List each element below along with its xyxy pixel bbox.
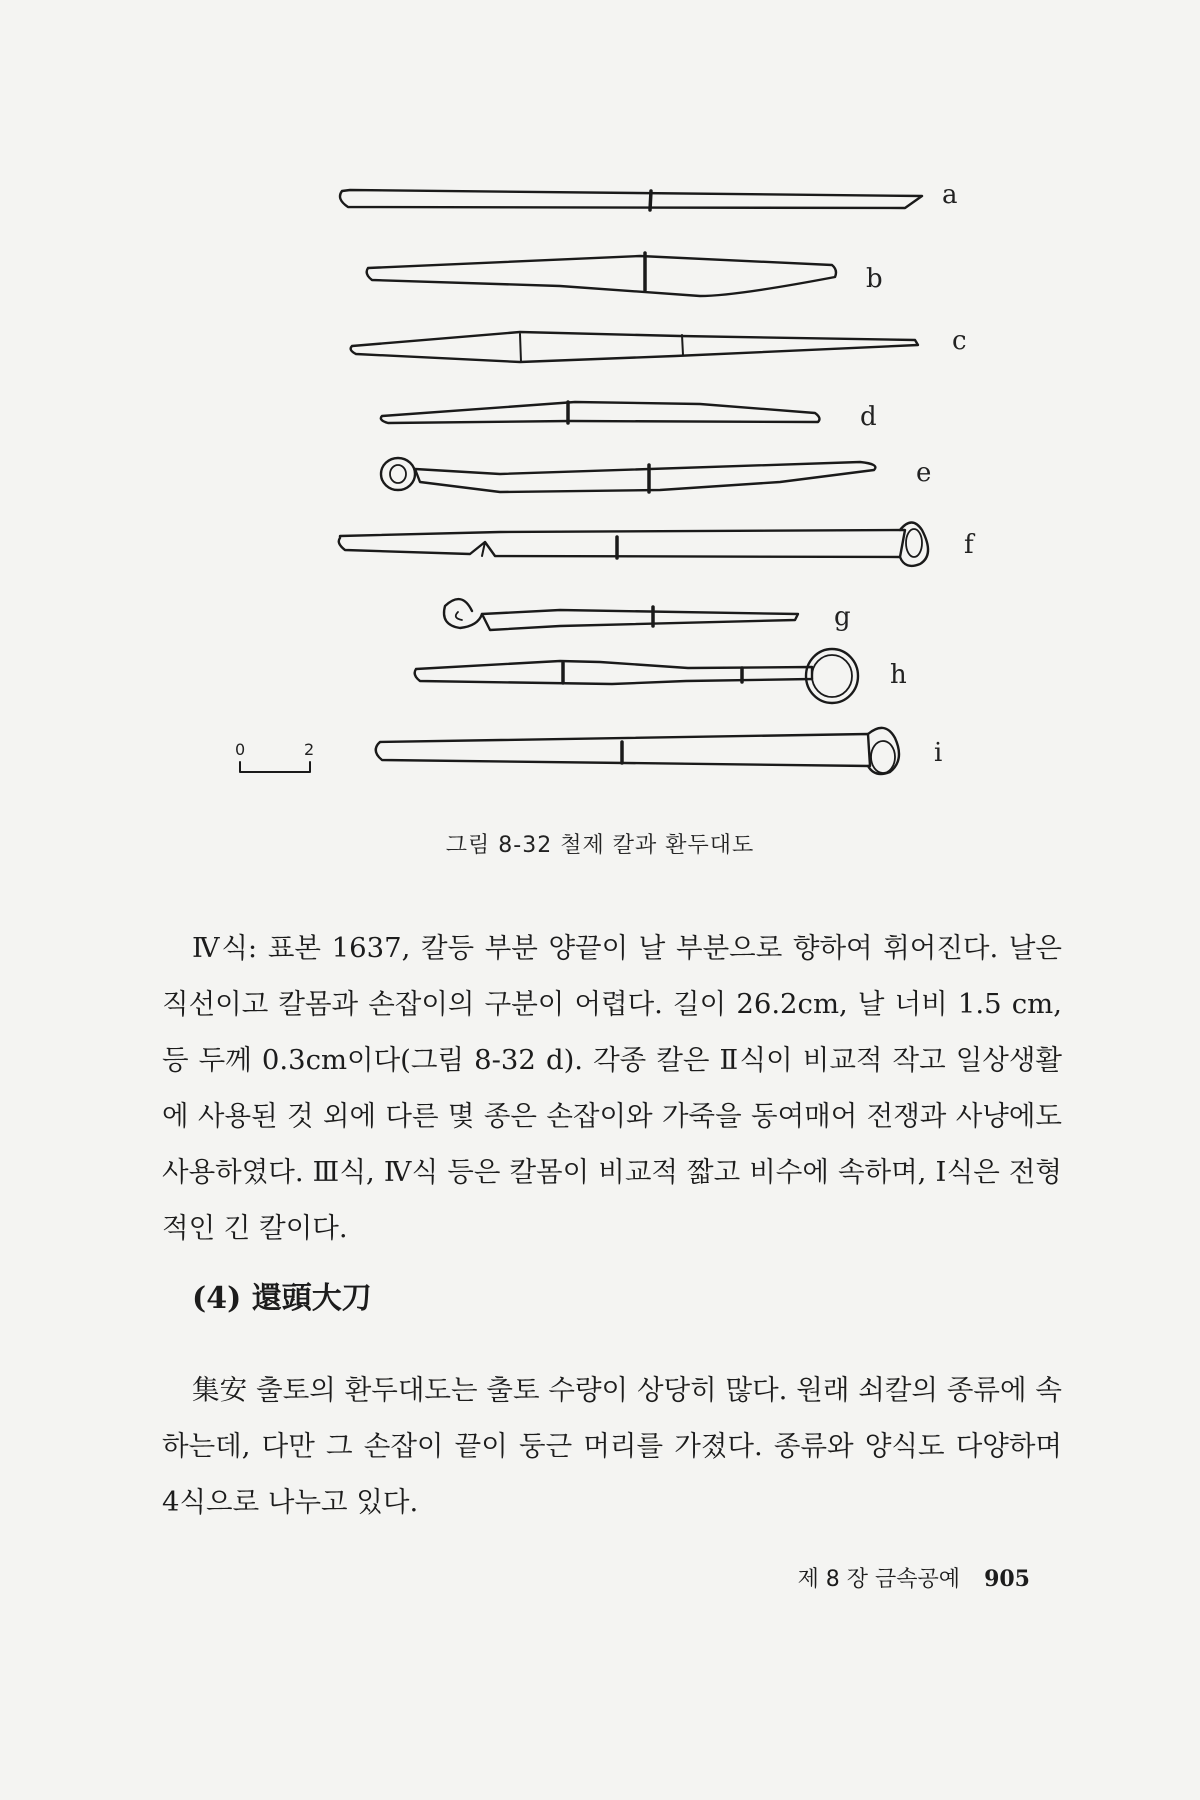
page-number: 905 [984, 1566, 1030, 1592]
label-i: i [934, 738, 943, 768]
label-g: g [834, 602, 851, 632]
knife-e-ring [381, 458, 415, 490]
page-footer [798, 1562, 1030, 1593]
knife-drawings [0, 0, 1200, 800]
knife-d [381, 402, 820, 423]
knife-c-hilt-mark [520, 334, 521, 362]
knife-a [340, 190, 922, 208]
label-c: c [952, 326, 967, 356]
label-f: f [964, 530, 974, 560]
knife-c [351, 332, 918, 362]
knife-a-hilt-mark [650, 191, 651, 210]
knife-e [415, 462, 875, 492]
chapter-title: 제 8 장 금속공예 [797, 1567, 961, 1592]
label-e: e [916, 458, 932, 488]
knife-g [482, 610, 798, 630]
section-heading: (4) 還頭大刀 [192, 1281, 372, 1316]
label-d: d [860, 402, 877, 432]
knife-figure [0, 0, 1200, 800]
label-b: b [866, 264, 883, 294]
knife-g-ring [444, 599, 482, 628]
figure-caption: 그림 8-32 철제 칼과 환두대도 [445, 833, 755, 858]
scale-end: 2 [304, 740, 315, 759]
knife-b [367, 256, 836, 296]
paragraph-type-4: Ⅳ식: 표본 1637, 칼등 부분 양끝이 날 부분으로 향하여 휘어진다. 날은 직선이고 칼몸과 손잡이의 구분이 어렵다. 길이 26.2cm, 날 너비 1.5 cm, 등 두께 0.3cm이다(그림 8-32 d). 각종 칼은 Ⅱ식이 비교적 작고 일상생활에 사용된 것 외에 다른 몇 종은 손잡이와 가죽을 동여매어 전쟁과 사냥에도 사용하였다. Ⅲ식, Ⅳ식 등은 칼몸이 비교적 짧고 비수에 속하며, Ⅰ식은 전형적인 긴 칼이다. [162, 932, 1062, 1244]
knife-h-ring [806, 649, 858, 703]
label-h: h [890, 660, 907, 690]
label-a: a [942, 180, 958, 210]
paragraph-ring-pommel-sword: 集安 출토의 환두대도는 출토 수량이 상당히 많다. 원래 쇠칼의 종류에 속하는데, 다만 그 손잡이 끝이 둥근 머리를 가졌다. 종류와 양식도 다양하며 4식으로 나누고 있다. [162, 1374, 1062, 1518]
scale-bar [240, 762, 310, 772]
scale-start: 0 [235, 740, 246, 759]
knife-f [339, 530, 905, 557]
knife-h [415, 661, 812, 684]
